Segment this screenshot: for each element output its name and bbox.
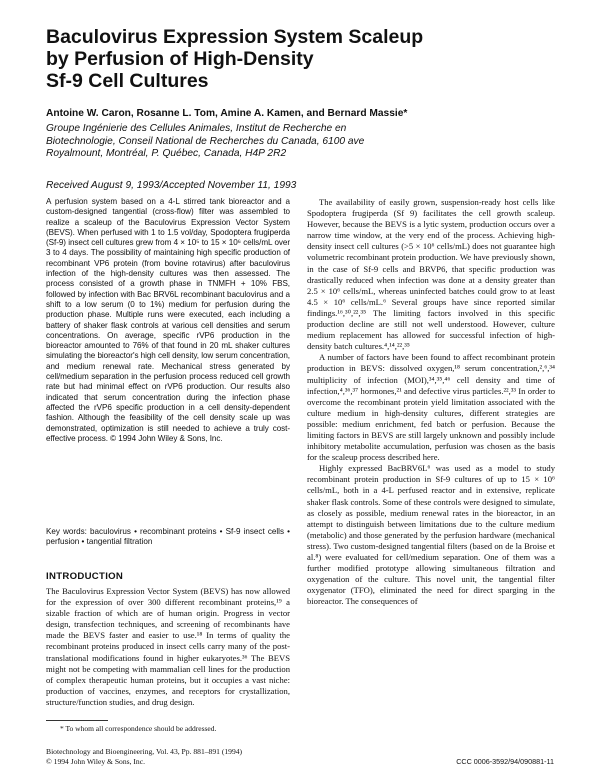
copyright-line: © 1994 John Wiley & Sons, Inc. <box>46 757 145 766</box>
affiliation <box>46 123 566 161</box>
paper-title <box>46 26 546 92</box>
body-paragraph-1: The availability of easily grown, suspension-ready host cells like Spodoptera frugiperda (Sf 9) facilitates the cell growth scaleup. However, because the BEVS is a lytic system, production occurs over a narrow time window, at the very end of the process. Achieving high-density insect cell cultures (>5 × 10⁶ cells/mL) does not guarantee high volumetric recombinant protein production. We have previously shown, in the case of Sf-9 cells and BRVP6, that specific production was drastically reduced when infection was done at a density greater than 2.5 × 10⁶ cells/mL, whereas uninfected batches could grow to at least 4.5 × 10⁶ cells/mL.⁶ Several groups have since reported similar findings.¹⁶,³⁰,²²,³⁵ The limiting factors involved in this specific production decline are still not well understood. However, culture medium replacement has allowed for successful infection of high-density batch cultures.⁴,¹⁴,²²,³⁵ <box>307 197 555 352</box>
right-column-body <box>307 197 555 607</box>
title-line-3: Sf-9 Cell Cultures <box>46 70 209 92</box>
ccc-code: CCC 0006-3592/94/090881-11 <box>456 757 554 766</box>
affiliation-line-3: Royalmount, Montréal, P. Québec, Canada, H4P 2R2 <box>46 148 287 159</box>
journal-citation-line: Biotechnology and Bioengineering, Vol. 43, Pp. 881–891 (1994) <box>46 747 243 756</box>
received-accepted-dates: Received August 9, 1993/Accepted November 11, 1993 <box>46 180 297 191</box>
author-list: Antoine W. Caron, Rosanne L. Tom, Amine A. Kamen, and Bernard Massie* <box>46 108 408 119</box>
title-line-2: by Perfusion of High-Density <box>46 48 314 70</box>
introduction-paragraph: The Baculovirus Expression Vector System (BEVS) has now allowed for the expression of over 300 different recombinant proteins,¹⁹ a sizable fraction of which are of human origin. Progress in vector design, transfection techniques, and screening of recombinants have made the BEVS faster and easier to use.¹⁸ In terms of quality the recombinant proteins produced in insect cells carry many of the post-translational modifications found in higher eukaryotes.³⁶ The BEVS might not be competing with mammalian cell lines for the production of complex therapeutic human proteins, but it occupies a vast niche: production of vaccines, enzymes, and receptors for crystallization, structure/function studies, and drug design. <box>46 586 290 707</box>
body-paragraph-2: A number of factors have been found to affect recombinant protein production in BEVS: dissolved oxygen,¹⁸ serum concentration,²,⁶,³⁴ multiplicity of infection (MOI),³⁴,³⁵,⁴⁶ cell density and time of infection,⁴,³⁶,³⁷ hormones,²¹ and defective virus particles.²²,³³ In order to overcome the recombinant protein yield limitation associated with the culture medium in high-density cultures, different strategies are possible: medium enrichment, fed batch or perfusion. Because the limiting factors in BEVS are still largely unknown and possibly include inhibitory metabolite accumulation, perfusion was chosen as the basis for the scaleup process described here. <box>307 352 555 463</box>
keywords: Key words: baculovirus • recombinant proteins • Sf-9 insect cells • perfusion • tangential filtration <box>46 527 290 547</box>
footnote-divider <box>46 720 108 721</box>
body-paragraph-3: Highly expressed BacBRV6L⁶ was used as a model to study recombinant protein production in Sf-9 cultures of up to 15 × 10⁶ cells/mL, both in a 4-L perfused reactor and in extensive, replicate shaker flask controls. Some of these controls were designed to simulate, as closely as possible, medium renewal rates in the bioreactor, in an attempt to distinguish between limitations due to the culture medium (metabolic) and those generated by the perfusion hardware (mechanical stress). Two custom-designed tangential filters (based on de la Broise et al.⁸) were evaluated for cell/medium separation. One of them was a further modified prototype allowing simultaneous filtration and oxygenation of the culture. This novel unit, the tangential filter oxygenator (TFO), eliminated the need for direct sparging in the bioreactor. The consequences of <box>307 463 555 607</box>
affiliation-line-2: Biotechnologie, Conseil National de Recherches du Canada, 6100 ave <box>46 135 365 147</box>
affiliation-line-1: Groupe Ingénierie des Cellules Animales, Institut de Recherche en <box>46 123 347 134</box>
abstract: A perfusion system based on a 4-L stirred tank bioreactor and a custom-designed tangential (cross-flow) filter was assembled to realize a scaleup of the Baculovirus Expression Vector System (BEVS). When perfused with 1 to 1.5 vol/day, Spodoptera frugiperda (Sf-9) insect cell cultures grew from 4 × 10⁵ to 15 × 10⁶ cells/mL over 3 to 4 days. The possibility of maintaining high specific production of recombinant VP6 protein (from bovine rotavirus) after baculovirus infection of the high-density cultures was then assessed. The process consisted of a growth phase in TNMFH + 10% FBS, followed by infection with Bac BRV6L recombinant baculovirus and a shift to a low serum (0 to 1%) medium for perfusion during the production phase. Multiple runs were executed, each including a battery of shaker flask controls at various cell densities and serum concentrations. On average, specific rVP6 production in the bioreactor amounted to 76% of that found in 20 mL shaker cultures simulating the bioreactor's high cell density, low serum concentration, and medium renewal rate. Mechanical stress generated by cell/medium separation in the perfusion process reduced cell growth rate but had minimal effect on rVP6 production. Our results also indicated that serum concentration during the infection phase affected the rVP6 specific production in a cell density-dependent fashion. Although the feasibility of the cell density scale up was demonstrated, optimization is still needed to achieve a truly cost-effective process. © 1994 John Wiley & Sons, Inc. <box>46 197 290 443</box>
correspondence-footnote: * To whom all correspondence should be addressed. <box>60 724 217 733</box>
introduction-heading: INTRODUCTION <box>46 571 124 582</box>
journal-citation <box>46 747 346 767</box>
title-line-1: Baculovirus Expression System Scaleup <box>46 26 424 48</box>
